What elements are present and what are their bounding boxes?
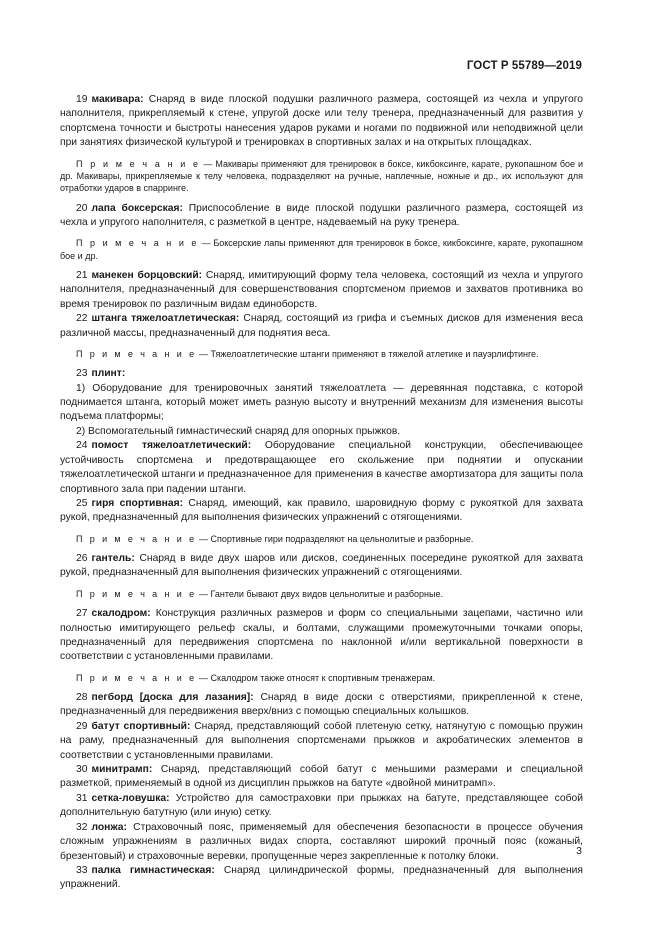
term-number: 33 <box>76 864 88 876</box>
term-number: 31 <box>76 792 88 804</box>
term-definition: Снаряд, представляющий собой батут с меньшими размерами и специальной разметкой, применяемый в одной из дисциплин прыжков на батуте «двойной минитрамп». <box>60 764 583 790</box>
term-number: 23 <box>76 368 88 380</box>
term-name: гантель: <box>91 553 135 565</box>
term-number: 28 <box>76 692 88 704</box>
note-paragraph <box>60 237 583 262</box>
note-label: П р и м е ч а н и е <box>76 238 199 249</box>
term-entry <box>60 864 583 893</box>
term-definition: Снаряд, имитирующий форму тела человека, состоящий из чехла и упругого наполнителя, предназначенный для совершенствования спортсменом приемов и захватов противника во время тренировок по различным видам единоборств. <box>60 269 583 310</box>
term-number: 21 <box>76 269 88 281</box>
term-definition: Устройство для самостраховки при прыжках на батуте, представляющее собой дополнительную батутную (или иную) сетку. <box>60 792 583 819</box>
term-name: батут спортивный: <box>91 720 191 732</box>
term-entry <box>60 439 583 497</box>
term-name: лонжа: <box>91 821 127 833</box>
term-definition: Снаряд цилиндрической формы, предназначенный для выполнения упражнений. <box>60 864 583 891</box>
term-entry <box>60 792 583 821</box>
term-name: помост тяжелоатлетический: <box>91 440 252 452</box>
note-text: — Макивары применяют для тренировок в боксе, кикбоксинге, карате, рукопашном бое и др. Макивары, прикрепляемые к телу человека, подразделяют на ручные, наплечные, ножные и др., их используют для отработки ударов в спарринге. <box>60 158 584 194</box>
term-entry <box>60 497 583 526</box>
term-definition: Приспособление в виде плоской подушки различного размера, состоящей из чехла и упругого наполнителя, с разметкой в центре, надеваемый на руку тренера. <box>60 202 583 228</box>
term-entry <box>60 93 583 151</box>
term-number: 30 <box>76 764 88 776</box>
note-text: — Тяжелоатлетические штанги применяют в тяжелой атлетике и пауэрлифтинге. <box>196 348 539 359</box>
term-entry <box>60 367 583 381</box>
note-paragraph <box>60 348 583 360</box>
note-label: П р и м е ч а н и е <box>76 588 197 599</box>
term-definition: Оборудование специальной конструкции, обеспечивающее устойчивость спортсмена и предотвращающее его скольжение при поднятии и опускании тяжелоатлетической штанги и предназначенное для применения в качестве амортизатора для защиты пола спортивного зала при падении штанги. <box>60 440 583 495</box>
term-number: 20 <box>76 202 88 214</box>
term-entry <box>60 720 583 763</box>
note-paragraph <box>60 158 583 195</box>
term-definition: Снаряд, состоящий из грифа и съемных дисков для изменения веса различной массы, предназначенный для поднятия веса. <box>60 313 583 339</box>
term-name: минитрамп: <box>91 764 153 776</box>
note-paragraph <box>60 672 583 684</box>
term-subdefinition: 2) Вспомогательный гимнастический снаряд для опорных прыжков. <box>76 425 401 437</box>
term-definition: Снаряд в виде плоской подушки различного размера, состоящей из чехла и упругого наполнителя, прикрепляемый к стене, упругой доске или телу тренера, предназначенный для развития у спортсмена точности и быстроты нанесения ударов руками и ногами по подвижной или неподвижной цели при занятиях физической культурой и тренировках в спортивных залах и на открытых площадках. <box>60 94 583 149</box>
term-name: сетка-ловушка: <box>91 792 170 804</box>
term-number: 26 <box>76 553 88 565</box>
term-name: пегборд [доска для лазания]: <box>91 692 254 704</box>
term-name: гиря спортивная: <box>91 497 184 509</box>
term-entry <box>60 821 583 864</box>
term-name: лапа боксерская: <box>91 202 183 214</box>
note-text: — Гантели бывают двух видов цельнолитые и разборные. <box>196 588 443 599</box>
term-subdefinition: 1) Оборудование для тренировочных занятий тяжелоатлета — деревянная подставка, с которой поднимается штанга, который может иметь разную высоту и внутренний механизм для изменения высоты подъема платформы; <box>60 382 583 423</box>
term-entry <box>60 552 583 581</box>
note-text: — Спортивные гири подразделяют на цельнолитые и разборные. <box>196 533 474 544</box>
note-paragraph <box>60 533 583 545</box>
term-number: 29 <box>76 720 88 732</box>
term-entry <box>60 312 583 341</box>
page-number: 3 <box>576 845 582 857</box>
term-definition: Снаряд, имеющий, как правило, шаровидную форму с рукояткой для захвата рукой, предназначенный для выполнения физических упражнений с отягощениями. <box>60 497 583 524</box>
term-name: макивара: <box>91 94 144 105</box>
note-paragraph <box>60 588 583 600</box>
note-label: П р и м е ч а н и е <box>76 533 197 544</box>
document-header: ГОСТ Р 55789—2019 <box>466 60 582 72</box>
term-number: 24 <box>76 440 88 452</box>
term-entry <box>60 763 583 792</box>
note-label: П р и м е ч а н и е <box>76 348 197 359</box>
term-name: скалодром: <box>91 608 151 620</box>
term-number: 32 <box>76 821 88 833</box>
term-name: палка гимнастическая: <box>91 864 215 876</box>
term-name: плинт: <box>91 368 126 380</box>
term-number: 19 <box>76 94 88 105</box>
term-definition: Снаряд в виде доски с отверстиями, прикрепленной к стене, предназначенный для передвижения вверх/вниз с помощью специальных колышков. <box>60 692 583 718</box>
note-text: — Скалодром также относят к спортивным тренажерам. <box>196 672 436 683</box>
term-definition: Страховочный пояс, применяемый для обеспечения безопасности в процессе обучения сложным упражнениям в различных видах спорта, составляют широкий прочный пояс (кожаный, брезентовый) и страховочные веревки, пропущенные через закрепленные к потолку блоки. <box>60 821 583 862</box>
document-body <box>60 93 583 893</box>
term-number: 22 <box>76 313 88 325</box>
note-label: П р и м е ч а н и е <box>76 672 197 683</box>
term-name: манекен борцовский: <box>91 269 203 281</box>
term-entry <box>60 607 583 665</box>
term-number: 25 <box>76 497 88 509</box>
note-text: — Боксерские лапы применяют для тренировок в боксе, кикбоксинге, карате, рукопашном бое и др. <box>60 238 583 261</box>
term-definition: Конструкция различных размеров и форм со специальными зацепами, частично или полностью имитирующего рельеф скалы, и болтами, служащими промежуточными точками опоры, предназначенный для передвижения спортсмена по наклонной и/или вертикальной поверхности в соответствии с установленными правилами. <box>60 608 583 663</box>
term-entry <box>60 202 583 231</box>
term-number: 27 <box>76 608 88 620</box>
term-name: штанга тяжелоатлетическая: <box>91 313 240 325</box>
term-entry <box>60 269 583 312</box>
note-label: П р и м е ч а н и е <box>76 158 201 169</box>
term-definition: Снаряд в виде двух шаров или дисков, соединенных посередине рукояткой для захвата рукой, предназначенный для выполнения физических упражнений с отягощениями. <box>60 553 583 579</box>
term-entry <box>60 691 583 720</box>
term-definition: Снаряд, представляющий собой плетеную сетку, натянутую с помощью пружин на раму, предназначенный для выполнения спортсменами прыжков и акробатических элементов в соответствии с установленными правилами. <box>60 720 583 761</box>
